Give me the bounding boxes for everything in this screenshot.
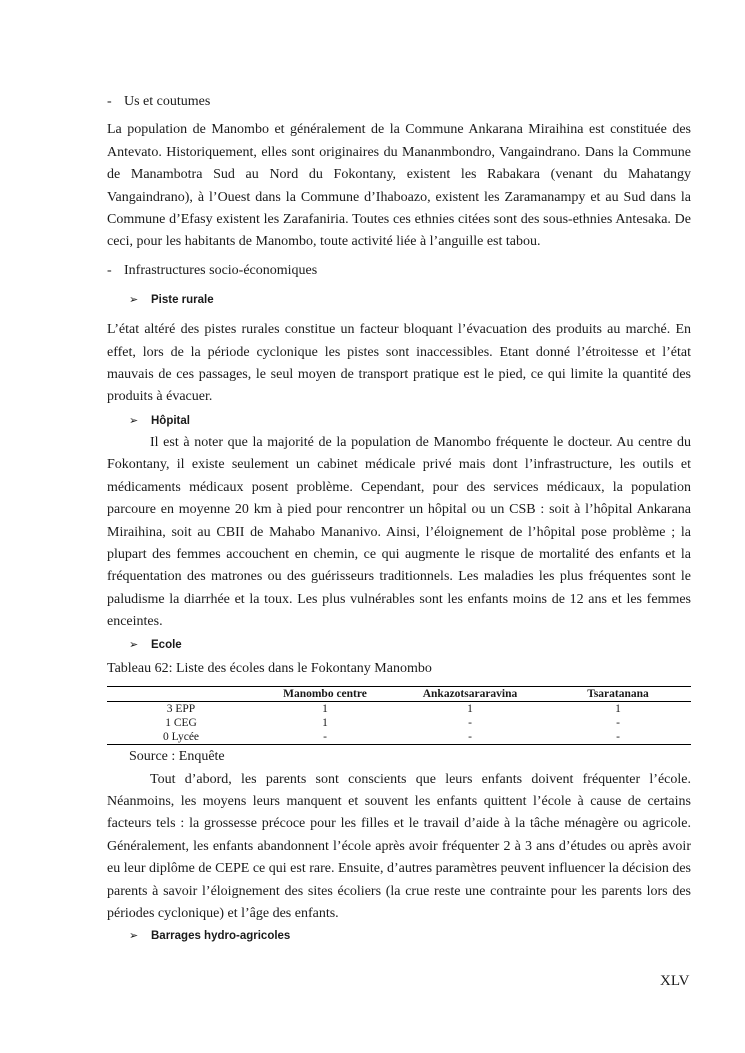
table-cell: 3 EPP bbox=[166, 702, 196, 715]
table-cell: - bbox=[255, 730, 395, 745]
arrow-bullet-icon: ➢ bbox=[129, 414, 139, 427]
table-header-cell: Tsaratanana bbox=[545, 686, 691, 701]
table-row bbox=[107, 701, 691, 716]
heading-text: Us et coutumes bbox=[124, 94, 211, 109]
bullet-title: Ecole bbox=[151, 638, 182, 651]
table-cell: 1 bbox=[322, 716, 328, 729]
dash-marker: - bbox=[107, 94, 112, 109]
paragraph-ecole: Tout d’abord, les parents sont conscients que leurs enfants doivent fréquenter l’école. Néanmoins, les moyens leurs manquent et souvent les enfants quittent l’école à cause de certains facteurs tels : la grossesse précoce pour les filles et le travail d’aide à la tâche ménagère ou agricole. Généralement, les enfants abandonnent l’école après avoir fréquenter 2 à 3 ans d’études ou après avoir eu leur diplôme de CEPE ce qui est rare. Ensuite, d’autres paramètres peuvent influencer la décision des parents à savoir l’éloignement des sites écoliers (la crue reste une contrainte pour les parents lors des périodes cyclonique) et l’âge des enfants. bbox=[107, 771, 691, 921]
arrow-bullet-icon: ➢ bbox=[129, 294, 139, 307]
page-number: XLV bbox=[660, 973, 690, 989]
table-cell: - bbox=[395, 730, 545, 745]
schools-table bbox=[107, 686, 691, 745]
table-cell: 0 Lycée bbox=[107, 730, 255, 745]
bullet-ecole bbox=[107, 634, 691, 656]
table-header-cell: Ankazotsararavina bbox=[395, 686, 545, 701]
bullet-title: Piste rurale bbox=[151, 294, 214, 307]
table-header-row bbox=[107, 686, 691, 701]
table-caption: Tableau 62: Liste des écoles dans le Fokontany Manombo bbox=[107, 660, 432, 676]
paragraph-hopital: Il est à noter que la majorité de la population de Manombo fréquente le docteur. Au centre du Fokontany, il existe seulement un cabinet médicale privé mais dont l’infrastructure, les outils et médicaments médicaux posent problème. Cependant, pour des services médicaux, la population parcoure en moyenne 20 km à pied pour rencontrer un hôpital ou un CSB : soit à l’hôpital Ankarana Miraihina, soit au CBII de Mahabo Mananivo. Ainsi, l’éloignement de l’hôpital pose problème ; la plupart des femmes accouchent en chemin, ce qui augmente le risque de mortalité des enfants et la fréquentation des matrones ou des guérisseurs traditionnels. Les maladies les plus fréquentes sont le paludisme la diarrhée et la toux. Les plus vulnérables sont les enfants moins de 12 ans et les femmes enceintes. bbox=[107, 434, 691, 630]
bullet-piste-rurale bbox=[107, 289, 691, 311]
table-cell: 1 bbox=[467, 702, 473, 715]
arrow-bullet-icon: ➢ bbox=[129, 638, 139, 651]
dash-marker: - bbox=[107, 262, 112, 278]
table-cell: - bbox=[545, 730, 691, 745]
arrow-bullet-icon: ➢ bbox=[129, 930, 139, 943]
bullet-title: Barrages hydro-agricoles bbox=[151, 930, 291, 943]
table-row bbox=[107, 730, 691, 745]
paragraph-piste-rurale: L’état altéré des pistes rurales constitue un facteur bloquant l’évacuation des produits au marché. En effet, lors de la période cyclonique les pistes sont inaccessibles. Etant donné l’étroitesse et l’état mauvais de ces passages, le seul moyen de transport pratique est le pied, ce qui limite la quantité des produits à évacuer. bbox=[107, 322, 691, 405]
table-source: Source : Enquête bbox=[129, 748, 225, 764]
bullet-title: Hôpital bbox=[151, 414, 190, 427]
table-cell: 1 bbox=[615, 702, 621, 715]
table-header-cell bbox=[107, 686, 255, 701]
bullet-hopital bbox=[107, 410, 691, 432]
table-cell: - bbox=[468, 716, 472, 729]
table-cell: 1 CEG bbox=[165, 716, 197, 729]
table-cell: - bbox=[616, 716, 620, 729]
table-row bbox=[107, 716, 691, 730]
heading-text: Infrastructures socio-économiques bbox=[124, 262, 318, 278]
table-cell: 1 bbox=[322, 702, 328, 715]
heading-infrastructures bbox=[107, 260, 691, 282]
heading-us-coutumes bbox=[107, 91, 691, 113]
bullet-barrages bbox=[107, 925, 691, 947]
document-page bbox=[107, 91, 691, 947]
table-header-cell: Manombo centre bbox=[255, 686, 395, 701]
paragraph-us-coutumes: La population de Manombo et généralement de la Commune Ankarana Miraihina est constituée des Antevato. Historiquement, elles sont originaires du Mananmbondro, Vangaindrano. Dans la Commune de Manambotra Sud au Nord du Fokontany, existent les Rabakara (venant du Mahatangy Vangaindrano), à l’Ouest dans la Commune d’Ihaboazo, existent les Zaramanampy et au Sud dans la Commune d’Efasy existent les Zarafaniria. Toutes ces ethnies citées sont des sous-ethnies Antesaka. De ceci, pour les habitants de Manombo, toute activité liée à l’anguille est tabou. bbox=[107, 122, 691, 250]
